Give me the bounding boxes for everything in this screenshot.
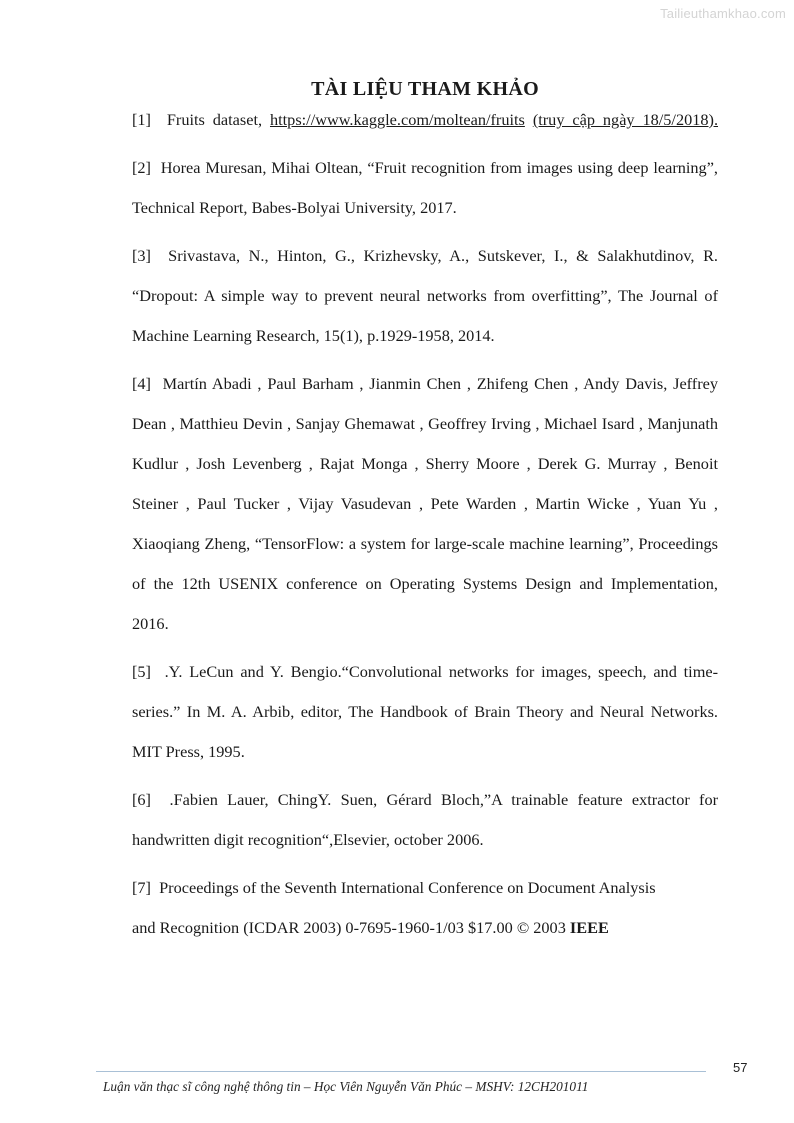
reference-publisher: IEEE	[569, 918, 609, 937]
footer-divider	[96, 1071, 706, 1072]
reference-number: [6]	[132, 790, 151, 809]
reference-item-1	[132, 100, 718, 140]
reference-text: .Y. LeCun and Y. Bengio.“Convolutional networks for images, speech, and time-series.” In M. A. Arbib, editor, The Handbook of Brain Theory and Neural Networks. MIT Press, 1995.	[132, 662, 719, 761]
page-number: 57	[733, 1060, 748, 1075]
reference-text: Srivastava, N., Hinton, G., Krizhevsky, A., Sutskever, I., & Salakhutdinov, R. “Dropout: A simple way to prevent neural networks from overfitting”, The Journal of Machine Learning Research, 15(1), p.1929-1958, 2014.	[132, 246, 718, 345]
reference-item-2	[132, 148, 718, 228]
page-title: TÀI LIỆU THAM KHẢO	[311, 78, 539, 100]
reference-item-5	[132, 652, 718, 772]
reference-item-7	[132, 868, 718, 948]
reference-text: Fruits dataset,	[166, 110, 270, 129]
reference-text: .Fabien Lauer, ChingY. Suen, Gérard Bloch,”A trainable feature extractor for handwritten digit recognition“,Elsevier, october 2006.	[132, 790, 719, 849]
reference-text: Proceedings of the Seventh International Conference on Document Analysis	[159, 878, 656, 897]
reference-link[interactable]: https://www.kaggle.com/moltean/fruits	[269, 110, 525, 129]
reference-text: and Recognition (ICDAR 2003) 0-7695-1960-1/03 $17.00 © 2003	[132, 918, 570, 937]
reference-item-3	[132, 236, 718, 356]
reference-number: [7]	[132, 878, 151, 897]
watermark: Tailieuthamkhao.com	[660, 6, 786, 21]
reference-number: [3]	[132, 246, 151, 265]
reference-number: [2]	[132, 158, 151, 177]
reference-access-date: (truy cập ngày 18/5/2018).	[532, 110, 719, 129]
reference-number: [1]	[132, 110, 151, 129]
reference-number: [5]	[132, 662, 151, 681]
reference-list	[132, 100, 718, 956]
reference-item-6	[132, 780, 718, 860]
reference-number: [4]	[132, 374, 151, 393]
reference-text: Martín Abadi , Paul Barham , Jianmin Chen , Zhifeng Chen , Andy Davis, Jeffrey Dean , Matthieu Devin , Sanjay Ghemawat , Geoffrey Irving , Michael Isard , Manjunath Kudlur , Josh Levenberg , Rajat Monga , Sherry Moore , Derek G. Murray , Benoit Steiner , Paul Tucker , Vijay Vasudevan , Pete Warden , Martin Wicke , Yuan Yu , Xiaoqiang Zheng, “TensorFlow: a system for large-scale machine learning”, Proceedings of the 12th USENIX conference on Operating Systems Design and Implementation, 2016.	[132, 374, 719, 633]
reference-item-4	[132, 364, 718, 644]
reference-text: Horea Muresan, Mihai Oltean, “Fruit recognition from images using deep learning”, Technical Report, Babes-Bolyai University, 2017.	[132, 158, 718, 217]
footer-text: Luận văn thạc sĩ công nghệ thông tin – Học Viên Nguyễn Văn Phúc – MSHV: 12CH201011	[103, 1079, 589, 1094]
